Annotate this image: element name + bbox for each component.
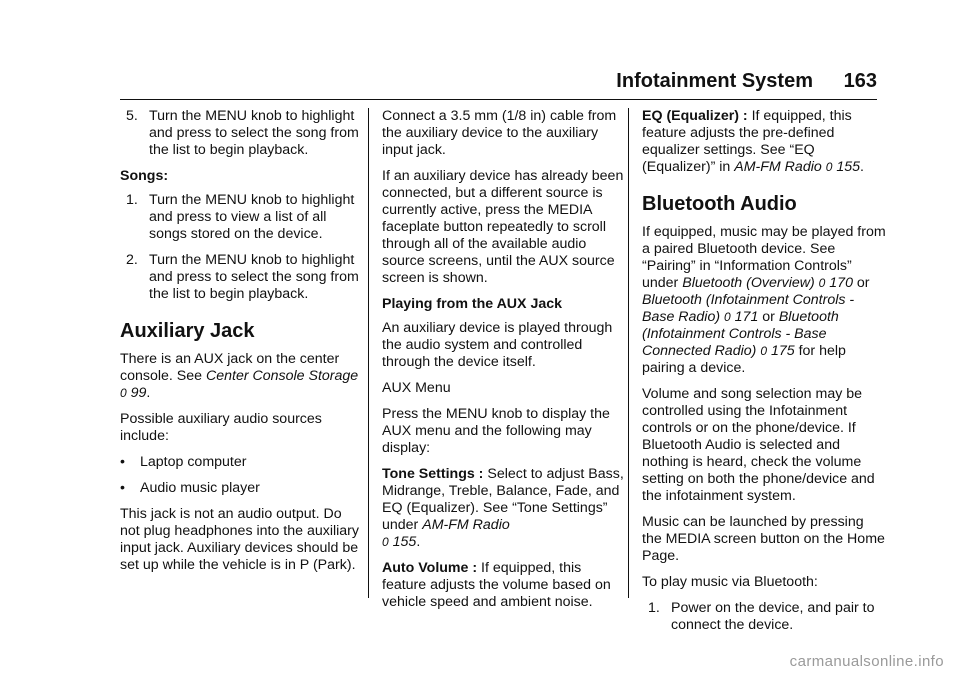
page-ref-arrow-icon: 0 [825, 160, 833, 174]
paragraph: Auto Volume : If equipped, this feature adjusts the volume based on vehicle speed and ambient noise. [382, 560, 611, 610]
cross-reference-link[interactable]: Bluetooth (Infotainment Controls - Base Connected Radio) [642, 309, 839, 359]
paragraph: Possible auxiliary audio sources include: [120, 411, 322, 444]
cross-reference-link[interactable]: Center Console Storage [205, 368, 359, 384]
paragraph: EQ (Equalizer) : If equipped, this feature adjusts the pre-defined equalizer settings. See “EQ (Equalizer)” in AM-FM Radio 0 155. [642, 108, 864, 175]
page-ref-number[interactable]: 155 [836, 159, 861, 175]
page-ref-arrow-icon: 0 [724, 310, 731, 324]
playing-from-aux-label: Playing from the AUX Jack [382, 296, 563, 312]
paragraph: Connect a 3.5 mm (1/8 in) cable from the auxiliary device to the auxiliary input jack. [382, 108, 617, 158]
page-header [120, 70, 877, 100]
auxiliary-jack-heading: Auxiliary Jack [120, 320, 255, 342]
watermark: carmanualsonline.info [789, 653, 944, 670]
step-item: 1. Turn the MENU knob to highlight and press to view a list of all songs stored on the device. [126, 192, 355, 242]
bullet-icon: • [120, 454, 125, 470]
step-item: 1. Power on the device, and pair to connect the device. [648, 600, 875, 633]
tone-settings-label: Tone Settings : [382, 466, 484, 482]
bluetooth-audio-heading: Bluetooth Audio [642, 193, 797, 215]
page-ref-number[interactable]: 99 [130, 385, 147, 401]
column-3 [642, 108, 887, 643]
paragraph: Tone Settings : Select to adjust Bass, Midrange, Treble, Balance, Fade, and EQ (Equalizer). See “Tone Settings” under AM-FM Radio 0 155. [382, 466, 624, 550]
paragraph: Press the MENU knob to display the AUX menu and the following may display: [382, 406, 610, 456]
page-ref-number[interactable]: 155 [392, 534, 417, 550]
paragraph: Music can be launched by pressing the MEDIA screen button on the Home Page. [642, 514, 885, 564]
page-ref-arrow-icon: 0 [760, 344, 767, 358]
paragraph: To play music via Bluetooth: [642, 574, 818, 590]
paragraph: If an auxiliary device has already been connected, but a different source is currently active, press the MEDIA faceplate button repeatedly to scroll through all of the available audio source screens, until the AUX source screen is shown. [382, 168, 624, 286]
page-ref-arrow-icon: 0 [382, 535, 389, 549]
page-ref-number[interactable]: 170 [829, 275, 853, 291]
page-ref-arrow-icon: 0 [818, 276, 826, 290]
page-ref-arrow-icon: 0 [120, 386, 127, 400]
page-number: 163 [843, 70, 877, 92]
column-divider-right [628, 108, 629, 598]
paragraph: This jack is not an audio output. Do not plug headphones into the auxiliary input jack. Auxiliary devices should be set up while the vehicle is in P (Park). [120, 506, 359, 573]
paragraph: Volume and song selection may be controlled using the Infotainment controls or on the phone/device. If Bluetooth Audio is selected and nothing is heard, check the volume setting on both the phone/device and the infotainment system. [642, 386, 875, 504]
header-rule [120, 99, 877, 100]
cross-reference-link[interactable]: AM-FM Radio [734, 159, 822, 175]
step-item: 2. Turn the MENU knob to highlight and press to select the song from the list to begin playback. [126, 252, 359, 302]
section-title: Infotainment System [616, 70, 813, 92]
bullet-icon: • [120, 480, 125, 496]
cross-reference-link[interactable]: Bluetooth (Infotainment Controls - Base Radio) [642, 292, 855, 325]
step-item: 5. Turn the MENU knob to highlight and press to select the song from the list to begin playback. [126, 108, 359, 158]
list-item: • Laptop computer [120, 454, 247, 470]
paragraph: If equipped, music may be played from a paired Bluetooth device. See “Pairing” in “Information Controls” under Bluetooth (Overview) 0 170 or Bluetooth (Infotainment Controls - Base Radio) 0 171 or Bluetooth (Infotainment Controls - Base Connected Radio) 0 175 for help pairing a device. [642, 224, 886, 376]
aux-menu-label: AUX Menu [382, 380, 451, 396]
column-divider-left [368, 108, 369, 598]
songs-label: Songs: [120, 168, 169, 184]
page-ref-number[interactable]: 175 [770, 343, 795, 359]
column-2 [382, 108, 627, 620]
eq-label: EQ (Equalizer) : [642, 108, 748, 124]
list-item: • Audio music player [120, 480, 260, 496]
auto-volume-label: Auto Volume : [382, 560, 478, 576]
paragraph: There is an AUX jack on the center console. See Center Console Storage 0 99. [120, 351, 359, 401]
cross-reference-link[interactable]: AM-FM Radio [422, 517, 510, 533]
cross-reference-link[interactable]: Bluetooth (Overview) [682, 275, 815, 291]
paragraph: An auxiliary device is played through the audio system and controlled through the device itself. [382, 320, 613, 370]
column-1 [120, 108, 365, 583]
page-ref-number[interactable]: 171 [734, 309, 759, 325]
